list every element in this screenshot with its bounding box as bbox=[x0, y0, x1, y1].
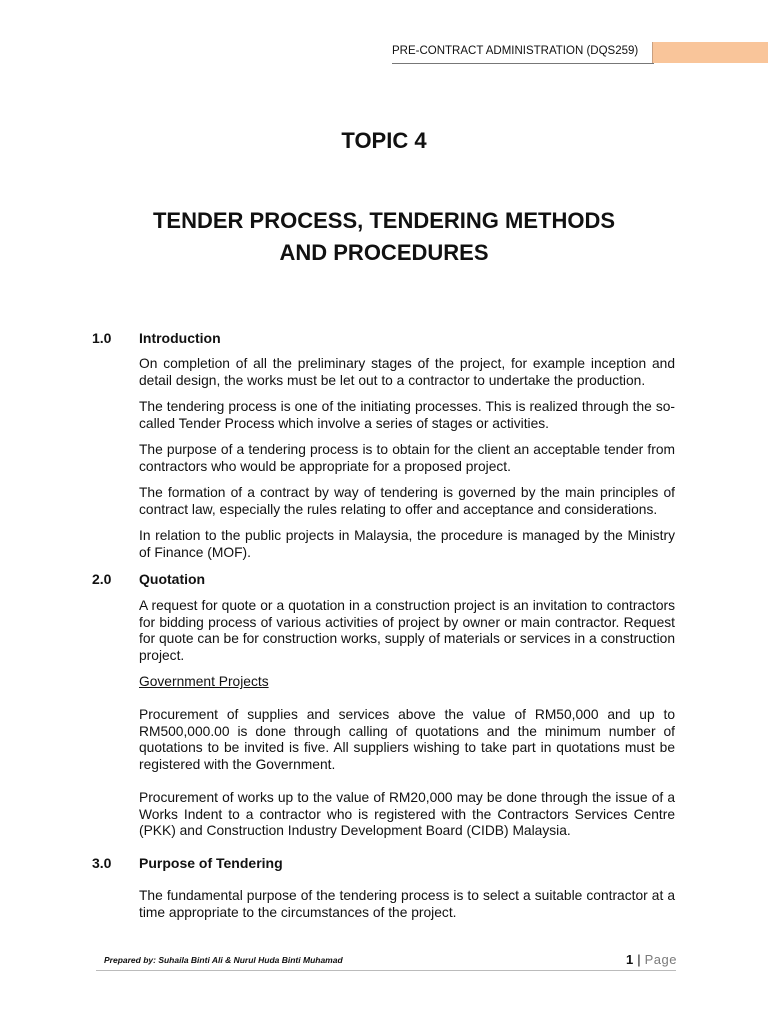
page-number: 1 bbox=[626, 952, 634, 967]
footer-prepared-by: Prepared by: Suhaila Binti Ali & Nurul Huda Binti Muhamad bbox=[104, 955, 343, 965]
section-1-paragraph-5: In relation to the public projects in Malaysia, the procedure is managed by the Ministry of Finance (MOF). bbox=[139, 528, 675, 560]
footer-page-indicator bbox=[626, 952, 677, 967]
section-2-title: Quotation bbox=[139, 571, 206, 587]
header-accent-bar bbox=[652, 42, 768, 63]
section-1-number: 1.0 bbox=[92, 330, 112, 346]
section-1-paragraph-4: The formation of a contract by way of tendering is governed by the main principles of contract law, especially the rules relating to offer and acceptance and considerations. bbox=[139, 485, 675, 517]
title-line-1: TENDER PROCESS, TENDERING METHODS bbox=[152, 208, 616, 233]
topic-heading: TOPIC 4 bbox=[341, 128, 427, 153]
section-2-sub-paragraph-1: Procurement of supplies and services above the value of RM50,000 and up to RM500,000.00 is done through calling of quotations and the minimum number of quotations to be invited is five. All suppliers wishing to take part in quotations must be registered with the Government. bbox=[139, 707, 675, 772]
title-line-2: AND PROCEDURES bbox=[279, 240, 489, 265]
section-3-number: 3.0 bbox=[92, 855, 112, 871]
header-course-title: PRE-CONTRACT ADMINISTRATION (DQS259) bbox=[392, 45, 639, 57]
government-projects-subheading: Government Projects bbox=[139, 674, 269, 689]
footer-rule bbox=[96, 970, 676, 971]
document-title bbox=[80, 205, 688, 269]
section-1-paragraph-1: On completion of all the preliminary stages of the project, for example inception and detail design, the works must be let out to a contractor to undertake the production. bbox=[139, 356, 675, 388]
section-1-paragraph-2: The tendering process is one of the initiating processes. This is realized through the so-called Tender Process which involve a series of stages or activities. bbox=[139, 399, 675, 431]
section-3-title: Purpose of Tendering bbox=[139, 855, 283, 871]
header-rule bbox=[392, 63, 654, 64]
section-2-sub-paragraph-2: Procurement of works up to the value of RM20,000 may be done through the issue of a Works Indent to a contractor who is registered with the Contractors Services Centre (PKK) and Construction Industry Development Board (CIDB) Malaysia. bbox=[139, 790, 675, 838]
page-separator: | bbox=[637, 952, 641, 967]
section-2-number: 2.0 bbox=[92, 571, 112, 587]
section-1-paragraph-3: The purpose of a tendering process is to obtain for the client an acceptable tender from contractors who would be appropriate for a proposed project. bbox=[139, 442, 675, 474]
section-3-paragraph-1: The fundamental purpose of the tendering process is to select a suitable contractor at a time appropriate to the circumstances of the project. bbox=[139, 888, 675, 920]
section-2-paragraph-1: A request for quote or a quotation in a construction project is an invitation to contractors for bidding process of various activities of project by owner or main contractor. Request for quote can be for construction works, supply of materials or services in a construction project. bbox=[139, 598, 675, 663]
section-1-title: Introduction bbox=[139, 330, 221, 346]
page-label: Page bbox=[644, 952, 677, 967]
